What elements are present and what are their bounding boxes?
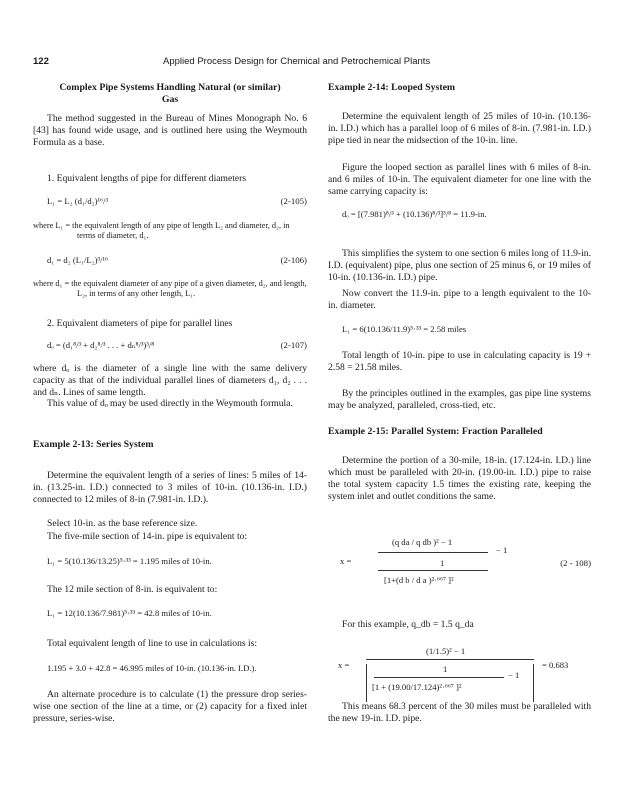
example-2-14-equation-1: dₒ = [(7.981)⁸/³ + (10.136)⁸/³]³/⁸ = 11.9-in. bbox=[342, 209, 487, 219]
fraction-bar bbox=[378, 552, 488, 553]
example-2-14-heading: Example 2-14: Looped System bbox=[328, 82, 456, 93]
equation-numerator: (1/1.5)² − 1 bbox=[426, 646, 466, 656]
equation-lhs: x = bbox=[340, 556, 352, 566]
example-2-14-paragraph-4: Now convert the 11.9-in. pipe to a length equivalent to the 10-in. diameter. bbox=[328, 288, 591, 311]
example-2-14-equation-2: L₁ = 6(10.136/11.9)⁵·³³ = 2.58 miles bbox=[342, 324, 467, 334]
equation-text: d₁ = d₂ (L₁/L₂)³/¹⁶ bbox=[47, 255, 109, 265]
example-2-15-paragraph-2: For this example, q_db = 1.5 q_da bbox=[342, 619, 474, 630]
equation-2-107 bbox=[47, 340, 307, 352]
equation-denominator: [1+(d b / d a )²·⁶⁶⁷ ]² bbox=[384, 575, 454, 585]
example-2-13-equation-2: L₁ = 12(10.136/7.981)⁵·³³ = 42.8 miles of 10-in. bbox=[47, 608, 212, 618]
equation-minus-one: − 1 bbox=[508, 670, 520, 680]
equation-numerator: (q da / q db )² − 1 bbox=[392, 537, 453, 547]
equation-number: (2 - 108) bbox=[560, 558, 591, 568]
example-2-13-paragraph-6: An alternate procedure is to calculate (1) the pressure drop series-wise one section of the line at a time, or (2) capacity for a fixed inlet pressure, series-wise. bbox=[33, 689, 307, 724]
example-2-13-paragraph-4: The 12 mile section of 8-in. is equivalent to: bbox=[47, 584, 218, 595]
intro-paragraph: The method suggested in the Bureau of Mines Monograph No. 6 [43] has found wide usage, and is outlined here using the Weymouth Formula as a base. bbox=[33, 113, 307, 148]
example-2-13-heading: Example 2-13: Series System bbox=[33, 439, 154, 450]
equation-2-108 bbox=[328, 534, 591, 604]
example-2-15-paragraph-1: Determine the portion of a 30-mile, 18-in. (17.124-in. I.D.) line which must be paralleled with 20-in. (19.00-in. I.D.) pipe to raise the total system capacity 1.5 times the existing rate, keeping the system inlet and outlet conditions the same. bbox=[328, 455, 591, 502]
running-header bbox=[33, 56, 591, 70]
equation-minus-one: − 1 bbox=[496, 545, 508, 555]
example-2-14-paragraph-2: Figure the looped section as parallel lines with 6 miles of 8-in. and 6 miles of 10-in. The equivalent diameter for one line with the same carrying capacity is: bbox=[328, 162, 591, 197]
example-2-14-paragraph-6: By the principles outlined in the examples, gas pipe line systems may be analyzed, paralleled, cross-tied, etc. bbox=[328, 388, 591, 411]
where-definition-2: where d₁ = the equivalent diameter of any pipe of a given diameter, d₂, and length, L₂, in terms of any other length, L₁. bbox=[33, 279, 307, 299]
example-2-14-paragraph-5: Total length of 10-in. pipe to use in calculating capacity is 19 + 2.58 = 21.58 miles. bbox=[328, 350, 591, 373]
example-2-13-equation-3: 1.195 + 3.0 + 42.8 = 46.995 miles of 10-in. (10.136-in. I.D.). bbox=[47, 663, 257, 673]
example-2-15-heading: Example 2-15: Parallel System: Fraction Paralleled bbox=[328, 426, 543, 437]
equation-inner-numerator: 1 bbox=[440, 558, 445, 568]
equation-denominator: [1 + (19.00/17.124)²·⁶⁶⁷ ]² bbox=[372, 682, 462, 692]
example-2-15-paragraph-3: This means 68.3 percent of the 30 miles must be paralleled with the new 19-in. I.D. pipe. bbox=[328, 701, 591, 724]
example-2-14-paragraph-1: Determine the equivalent length of 25 miles of 10-in. (10.136-in. I.D.) which has a parallel loop of 6 miles of 8-in. (7.981-in. I.D.) pipe tied in near the midsection of the 10-in. line. bbox=[328, 111, 591, 146]
equation-number: (2-107) bbox=[280, 340, 307, 350]
fraction-bar bbox=[374, 677, 504, 678]
example-2-13-equation-1: L₁ = 5(10.136/13.25)⁵·³³ = 1.195 miles of 10-in. bbox=[47, 556, 212, 566]
where-definition-1: where L₁ = the equivalent length of any pipe of length L₂ and diameter, d₂, in terms of diameter, d₁. bbox=[33, 221, 290, 241]
page-number: 122 bbox=[33, 56, 49, 67]
section-heading: Complex Pipe Systems Handling Natural (or similar) Gas bbox=[59, 82, 281, 105]
equation-number: (2-106) bbox=[280, 255, 307, 265]
item-2: 2. Equivalent diameters of pipe for parallel lines bbox=[47, 318, 233, 329]
where-definition-3: where dₒ is the diameter of a single line with the same delivery capacity as that of the individual parallel lines of diameters d₁, d₂ . . . and dₙ. Lines of same length. bbox=[33, 363, 307, 398]
equation-result: = 0.683 bbox=[542, 660, 569, 670]
example-2-13-paragraph-5: Total equivalent length of line to use in calculations is: bbox=[47, 638, 258, 649]
example-2-14-paragraph-3: This simplifies the system to one section 6 miles long of 11.9-in. I.D. (equivalent) pipe, plus one section of 25 minus 6, or 19 miles of 10-in. (10.136-in. I.D.) pipe. bbox=[328, 248, 591, 283]
equation-inner-numerator: 1 bbox=[443, 664, 448, 674]
equation-number: (2-105) bbox=[280, 196, 307, 206]
example-2-13-paragraph-1: Determine the equivalent length of a series of lines: 5 miles of 14-in. (13.25-in. I.D.) connected to 3 miles of 10-in. (10.136-in. I.D.) connected to 12 miles of 8-in (7.981-in. I.D.). bbox=[33, 470, 307, 505]
equation-2-105 bbox=[47, 196, 307, 208]
running-title: Applied Process Design for Chemical and Petrochemical Plants bbox=[163, 56, 431, 67]
equation-text: L₁ = L₂ (d₁/d₂)¹⁶/³ bbox=[47, 196, 109, 206]
fraction-bar bbox=[378, 570, 488, 571]
example-2-13-paragraph-3: The five-mile section of 14-in. pipe is equivalent to: bbox=[47, 531, 248, 542]
example-2-13-paragraph-2: Select 10-in. as the base reference size. bbox=[47, 518, 198, 529]
item-1: 1. Equivalent lengths of pipe for different diameters bbox=[47, 173, 247, 184]
equation-lhs: x = bbox=[338, 660, 350, 670]
fraction-bar bbox=[366, 659, 534, 660]
weymouth-note: This value of dₒ may be used directly in the Weymouth formula. bbox=[47, 398, 293, 409]
equation-text: dₒ = (d₁⁸/³ + d₂⁸/³ . . . + dₙ⁸/³)³/⁸ bbox=[47, 340, 155, 350]
equation-2-106 bbox=[47, 255, 307, 267]
